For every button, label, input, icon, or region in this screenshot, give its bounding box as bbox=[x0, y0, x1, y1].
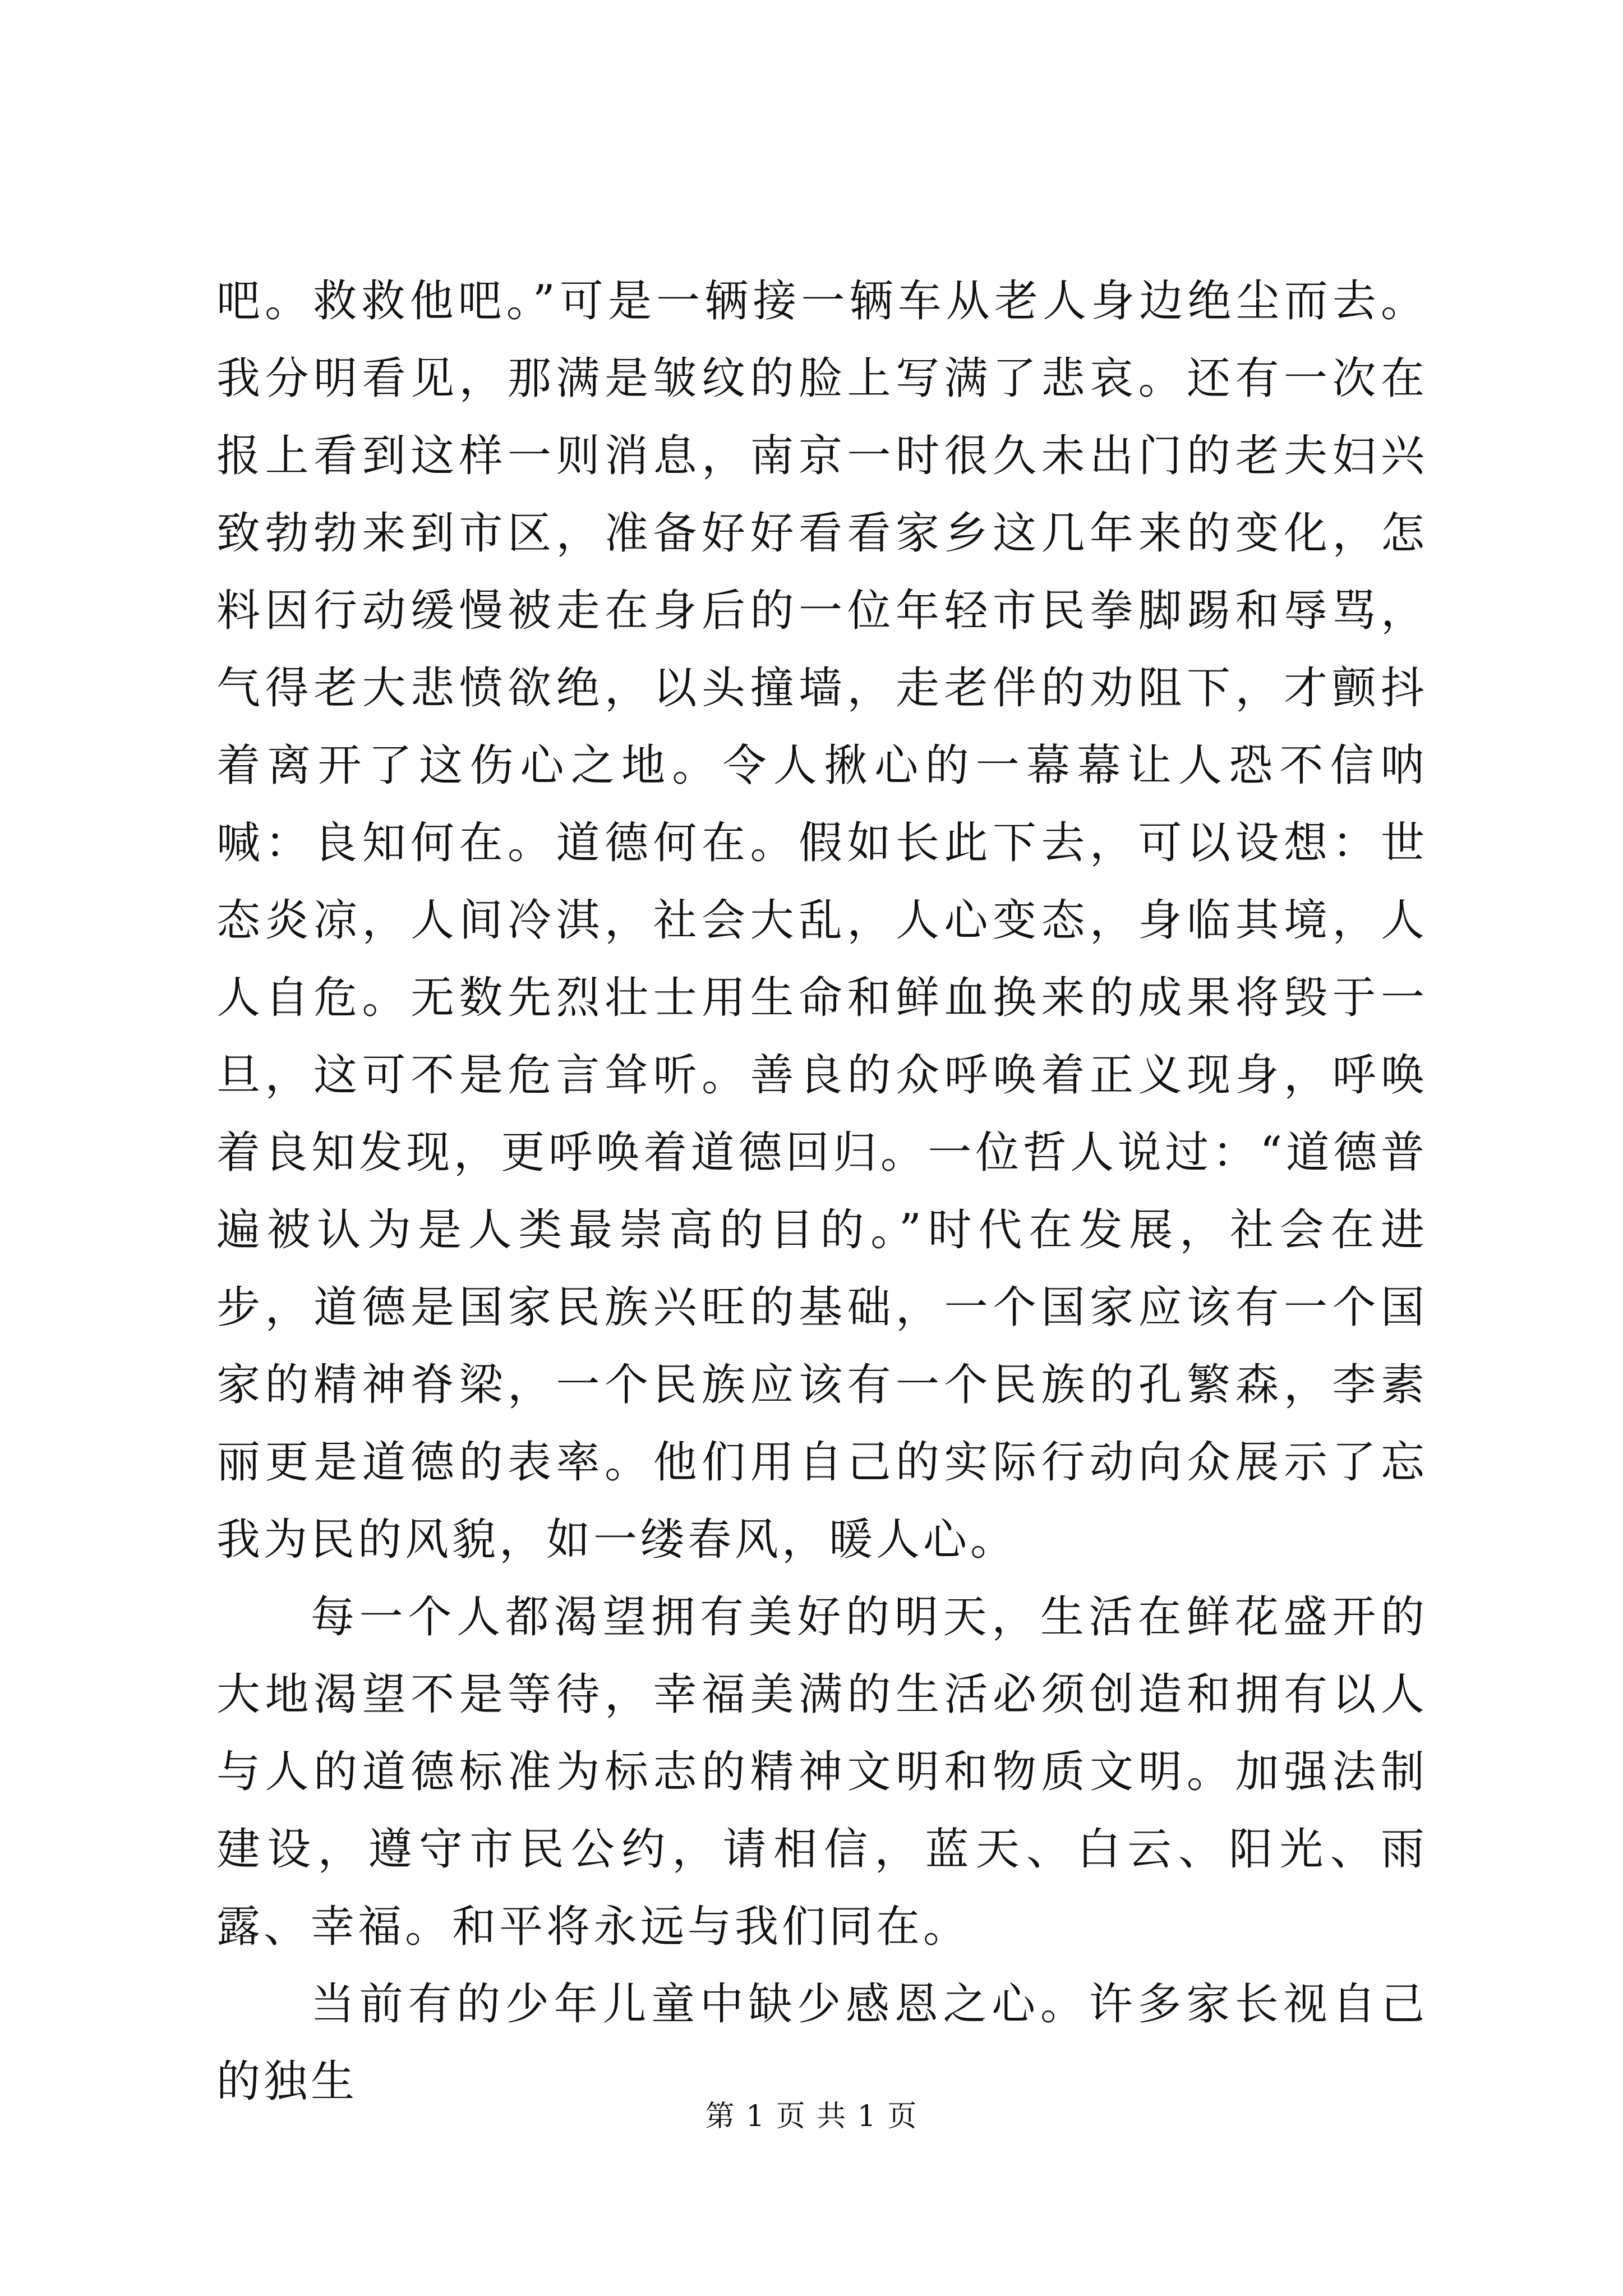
page-footer: 第 1 页 共 1 页 bbox=[705, 2100, 918, 2133]
body-text bbox=[216, 263, 1428, 2120]
paragraph: 当前有的少年儿童中缺少感恩之心。许多家长视自己的独生 bbox=[216, 1979, 1428, 2107]
paragraph: 每一个人都渴望拥有美好的明天，生活在鲜花盛开的大地渴望不是等待，幸福美满的生活必须创造和拥有以人与人的道德标准为标志的精神文明和物质文明。加强法制建设，遵守市民公约，请相信，蓝天、白云、阳光、雨露、幸福。和平将永远与我们同在。 bbox=[216, 1592, 1428, 1952]
paragraph-continuation: 吧。救救他吧。”可是一辆接一辆车从老人身边绝尘而去。我分明看见，那满是皱纹的脸上写满了悲哀。还有一次在报上看到这样一则消息，南京一时很久未出门的老夫妇兴致勃勃来到市区，准备好好看看家乡这几年来的变化，怎料因行动缓慢被走在身后的一位年轻市民拳脚踢和辱骂，气得老大悲愤欲绝，以头撞墙，走老伴的劝阻下，才颤抖着离开了这伤心之地。令人揪心的一幕幕让人恐不信呐喊：良知何在。道德何在。假如长此下去，可以设想：世态炎凉，人间冷淇，社会大乱，人心变态，身临其境，人人自危。无数先烈壮士用生命和鲜血换来的成果将毁于一旦，这可不是危言耸听。善良的众呼唤着正义现身，呼唤着良知发现，更呼唤着道德回归。一位哲人说过：“道德普遍被认为是人类最崇高的目的。”时代在发展，社会在进步，道德是国家民族兴旺的基础，一个国家应该有一个国家的精神脊梁，一个民族应该有一个民族的孔繁森，李素丽更是道德的表率。他们用自己的实际行动向众展示了忘我为民的风貌，如一缕春风，暖人心。 bbox=[216, 276, 1428, 1565]
